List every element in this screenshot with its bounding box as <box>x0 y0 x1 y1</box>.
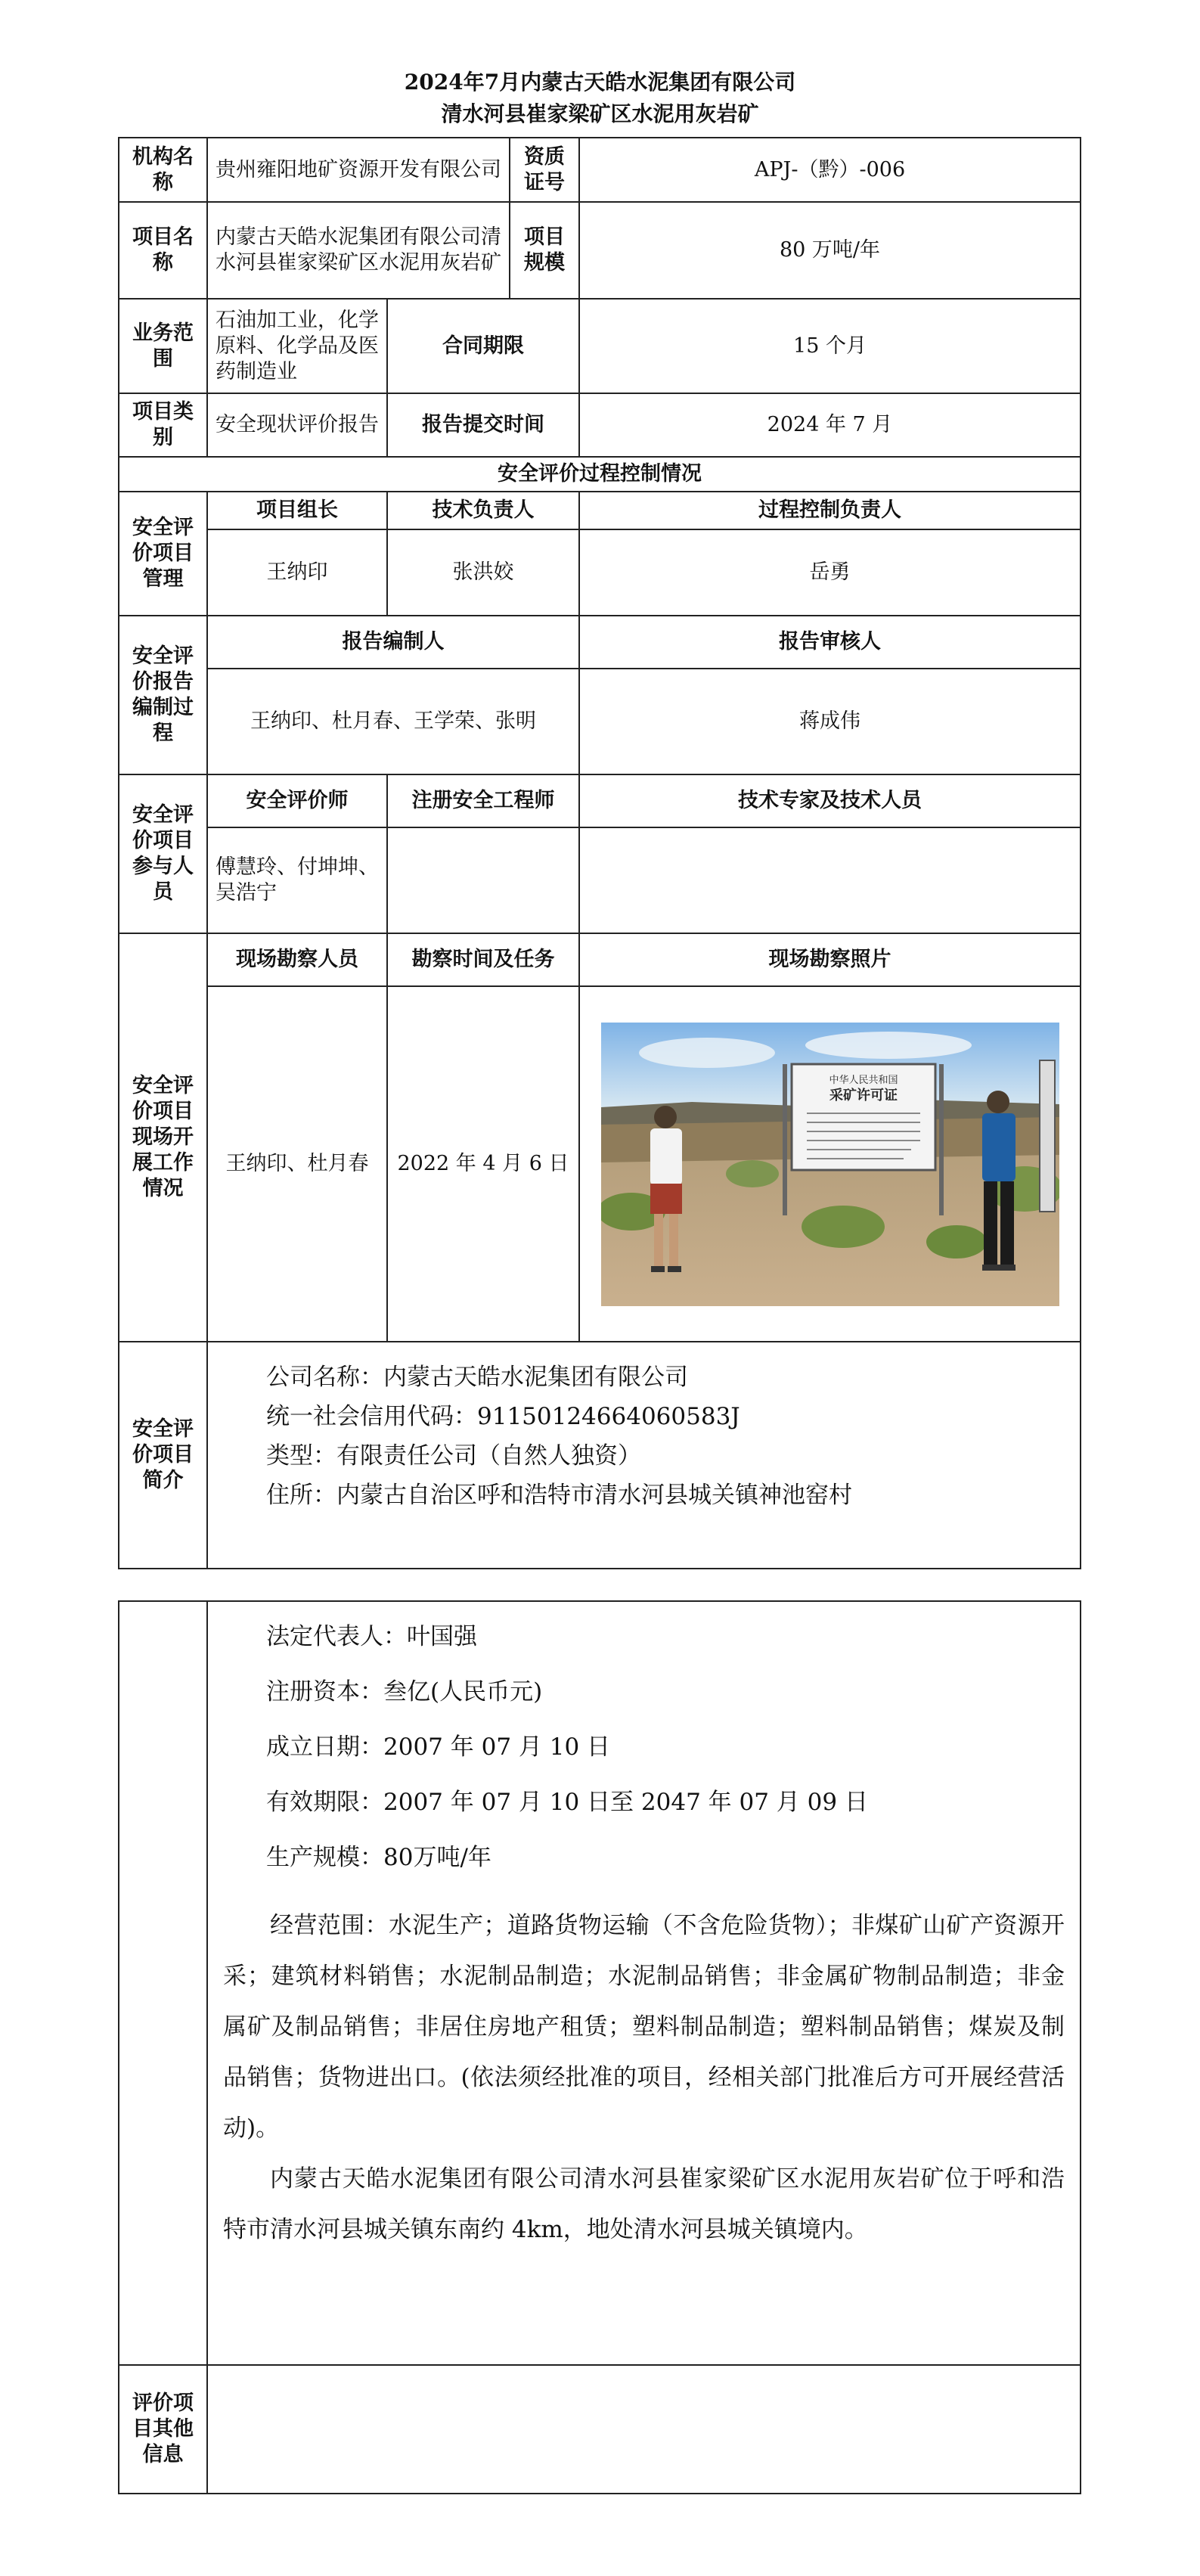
intro-label: 安全评价项目简介 <box>119 1342 207 1569</box>
project-name-label: 项目名称 <box>119 202 207 299</box>
process-header: 安全评价过程控制情况 <box>119 457 1081 492</box>
org-label: 机构名称 <box>119 138 207 202</box>
mgmt-label: 安全评价项目管理 <box>119 492 207 616</box>
scale-value: 80 万吨/年 <box>579 202 1081 299</box>
safety-engineer-value <box>387 827 579 933</box>
contract-term-value: 15 个月 <box>579 299 1081 393</box>
contract-term-label: 合同期限 <box>387 299 579 393</box>
tech-expert-label: 技术专家及技术人员 <box>579 774 1081 827</box>
tech-lead-value: 张洪姣 <box>387 529 579 616</box>
leader-label: 项目组长 <box>207 492 387 529</box>
survey-photo-cell <box>579 986 1081 1342</box>
surveyor-label: 现场勘察人员 <box>207 933 387 986</box>
intro-line: 住所：内蒙古自治区呼和浩特市清水河县城关镇神池窑村 <box>266 1482 852 1509</box>
detail-line: 注册资本：叁亿(人民币元) <box>266 1678 543 1705</box>
tech-expert-value <box>579 827 1081 933</box>
tech-lead-label: 技术负责人 <box>387 492 579 529</box>
detail-line: 有效期限：2007 年 07 月 10 日至 2047 年 07 月 09 日 <box>266 1789 868 1816</box>
sign-heading: 中华人民共和国 <box>828 1074 898 1086</box>
company-details-table <box>118 1600 1081 2494</box>
survey-time-value: 2022 年 4 月 6 日 <box>387 986 579 1342</box>
submit-time-value: 2024 年 7 月 <box>579 393 1081 457</box>
site-work-label: 安全评价项目现场开展工作情况 <box>119 933 207 1342</box>
category-value: 安全现状评价报告 <box>207 393 387 457</box>
detail-line: 成立日期：2007 年 07 月 10 日 <box>266 1733 611 1761</box>
org-value: 贵州雍阳地矿资源开发有限公司 <box>207 138 510 202</box>
scale-label: 项目规模 <box>510 202 579 299</box>
intro-content <box>207 1342 1081 1569</box>
location-paragraph: 内蒙古天皓水泥集团有限公司清水河县崔家梁矿区水泥用灰岩矿位于呼和浩特市清水河县城关镇东南约 4km，地处清水河县城关镇境内。 <box>223 2165 1065 2243</box>
business-scope-label: 业务范围 <box>119 299 207 393</box>
report-author-value: 王纳印、杜月春、王学荣、张明 <box>207 669 579 774</box>
report-process-label: 安全评价报告编制过程 <box>119 616 207 774</box>
cert-value: APJ-（黔）-006 <box>579 138 1081 202</box>
cert-label: 资质证号 <box>510 138 579 202</box>
participants-label: 安全评价项目参与人员 <box>119 774 207 933</box>
document-title-line1: 2024年7月内蒙古天皓水泥集团有限公司 <box>404 70 796 95</box>
intro-line: 统一社会信用代码：91150124664060583J <box>266 1403 740 1430</box>
document-title-line2: 清水河县崔家梁矿区水泥用灰岩矿 <box>441 101 759 126</box>
site-survey-photo <box>601 1023 1059 1306</box>
evaluation-info-table <box>118 137 1081 1569</box>
process-control-label: 过程控制负责人 <box>579 492 1081 529</box>
assessor-label: 安全评价师 <box>207 774 387 827</box>
survey-time-label: 勘察时间及任务 <box>387 933 579 986</box>
safety-engineer-label: 注册安全工程师 <box>387 774 579 827</box>
intro-line: 公司名称：内蒙古天皓水泥集团有限公司 <box>266 1364 688 1391</box>
report-author-label: 报告编制人 <box>207 616 579 669</box>
sign-title: 采矿许可证 <box>829 1087 898 1103</box>
process-control-value: 岳勇 <box>579 529 1081 616</box>
detail-line: 生产规模：80万吨/年 <box>266 1844 491 1871</box>
category-label: 项目类别 <box>119 393 207 457</box>
leader-value: 王纳印 <box>207 529 387 616</box>
intro-line: 类型：有限责任公司（自然人独资） <box>266 1442 641 1470</box>
survey-photo-label: 现场勘察照片 <box>579 933 1081 986</box>
business-scope-paragraph: 经营范围：水泥生产；道路货物运输（不含危险货物）；非煤矿山矿产资源开采；建筑材料销售；水泥制品制造；水泥制品销售；非金属矿物制品制造；非金属矿及制品销售；非居住房地产租赁；塑料制品制造；塑料制品销售；煤炭及制品销售；货物进出口。(依法须经批准的项目，经相关部门批准后方可开展经营活动)。 <box>223 1912 1065 2142</box>
company-details <box>207 1601 1081 2365</box>
submit-time-label: 报告提交时间 <box>387 393 579 457</box>
other-info-value <box>207 2365 1081 2494</box>
report-reviewer-label: 报告审核人 <box>579 616 1081 669</box>
business-scope-value: 石油加工业，化学原料、化学品及医药制造业 <box>207 299 387 393</box>
assessor-value: 傅慧玲、付坤坤、吴浩宁 <box>207 827 387 933</box>
surveyor-value: 王纳印、杜月春 <box>207 986 387 1342</box>
details-label-cell <box>119 1601 207 2365</box>
other-info-label: 评价项目其他信息 <box>119 2365 207 2494</box>
report-reviewer-value: 蒋成伟 <box>579 669 1081 774</box>
project-name-value: 内蒙古天皓水泥集团有限公司清水河县崔家梁矿区水泥用灰岩矿 <box>207 202 510 299</box>
detail-line: 法定代表人：叶国强 <box>266 1623 477 1650</box>
